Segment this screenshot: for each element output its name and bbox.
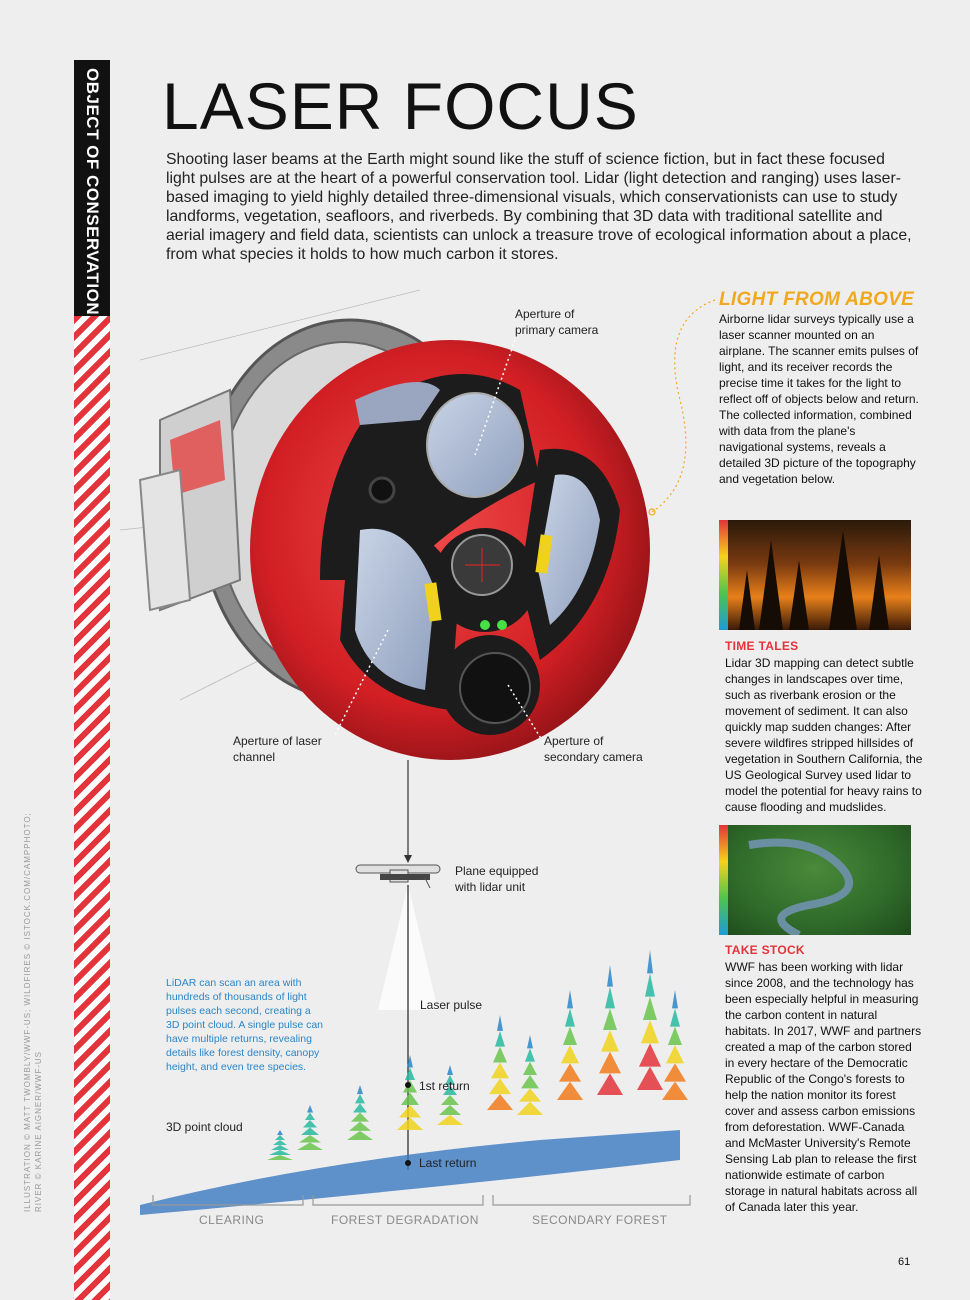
point-cloud-tree-segment — [397, 1118, 423, 1131]
point-cloud-tree-segment — [637, 1067, 663, 1090]
decorative-stripe — [74, 316, 110, 1300]
point-cloud-tree-segment — [487, 1094, 513, 1110]
axis-clearing: CLEARING — [199, 1213, 265, 1227]
point-cloud-tree-segment — [267, 1155, 293, 1160]
page-title: LASER FOCUS — [162, 69, 639, 143]
point-cloud-tree-segment — [523, 1062, 537, 1075]
intro-paragraph: Shooting laser beams at the Earth might sound like the stuff of science fiction, but in fact these focused light pulses are at the heart of a powerful conservation tool. Lidar (light detection and ranging) uses laser-based imaging to yield highly detailed three-dimensional visuals, which conservationists can use to study landforms, vegetation, seafloors, and riverbeds. By combining that 3D data with traditional satellite and aerial imagery and field data, scientists can unlock a treasure trove of ecological information about a place, from what species it holds to how much carbon it stores. — [166, 151, 912, 263]
point-cloud-tree-segment — [447, 1065, 453, 1075]
airplane — [356, 865, 440, 888]
label-first-return: 1st return — [419, 1079, 470, 1093]
point-cloud-tree-segment — [303, 1120, 317, 1128]
point-cloud-tree-segment — [603, 1008, 617, 1030]
point-cloud-tree-segment — [351, 1113, 369, 1122]
point-cloud-tree-segment — [495, 1031, 505, 1047]
page-number: 61 — [898, 1256, 911, 1268]
point-cloud-tree-segment — [299, 1135, 321, 1143]
point-cloud-tree-segment — [271, 1145, 289, 1150]
sidebar-body-light: Airborne lidar surveys typically use a laser scanner mounted on an airplane. The scanner emits pulses of light, and its receiver records the precise time it takes for the light to reflect off of objects below and return. The collected information, combined with data from the plane's navigational systems, reveals a detailed 3D picture of the topography and vegetation below. — [719, 312, 919, 486]
point-cloud-tree-segment — [269, 1150, 291, 1155]
point-cloud-tree-segment — [277, 1130, 283, 1135]
river-shape — [719, 825, 911, 935]
label-laser-channel: Aperture of laser channel — [233, 734, 322, 764]
point-cloud-tree-segment — [664, 1063, 686, 1081]
point-cloud-tree-segment — [301, 1128, 319, 1136]
connector-curve — [640, 290, 720, 520]
label-laser-pulse: Laser pulse — [420, 998, 483, 1012]
tree-silhouettes — [719, 520, 911, 630]
point-cloud-tree-segment — [517, 1102, 543, 1115]
point-cloud-tree-segment — [493, 1047, 507, 1063]
point-cloud-tree-segment — [401, 1093, 419, 1106]
label-secondary-camera: Aperture of secondary camera — [544, 734, 643, 764]
point-cloud-tree-segment — [601, 1030, 619, 1052]
point-cloud-tree-segment — [597, 1073, 623, 1095]
sidebar-title-time: TIME TALES — [725, 639, 799, 653]
point-cloud-tree-segment — [347, 1131, 373, 1140]
wildfire-photo — [719, 520, 911, 630]
point-cloud-tree-segment — [639, 1043, 661, 1066]
point-cloud-tree-segment — [441, 1095, 459, 1105]
point-cloud-tree-segment — [561, 1045, 579, 1063]
point-cloud-tree-segment — [489, 1078, 511, 1094]
point-cloud-tree-segment — [297, 1143, 323, 1151]
point-cloud-tree-segment — [668, 1027, 682, 1045]
point-cloud-tree-segment — [357, 1085, 363, 1094]
point-cloud-tree-segment — [519, 1088, 541, 1101]
section-tab-label: OBJECT OF CONSERVATION — [83, 68, 102, 316]
point-cloud-tree-segment — [521, 1075, 539, 1088]
axis-forest-degradation: FOREST DEGRADATION — [331, 1213, 479, 1227]
point-cloud-tree-segment — [643, 997, 657, 1020]
label-plane: Plane equipped with lidar unit — [455, 864, 539, 894]
point-cloud-tree-segment — [527, 1035, 533, 1048]
point-cloud-tree-segment — [497, 1015, 503, 1031]
scanner-body — [250, 340, 650, 760]
sidebar-body-time: Lidar 3D mapping can detect subtle changes in landscapes over time, such as riverbank erosion or the movement of sediment. It can also quickly map sudden changes: After severe wildfires stripped hillsides of vegetation in Southern California, the US Geological Survey used lidar to model the potential for heavy rains to cause flooding and mudslides. — [725, 656, 923, 814]
point-cloud-tree-segment — [353, 1103, 367, 1112]
label-point-cloud: 3D point cloud — [166, 1120, 243, 1134]
point-cloud-tree-segment — [355, 1094, 365, 1103]
point-cloud-tree-segment — [645, 973, 655, 996]
point-cloud-tree-segment — [662, 1082, 688, 1100]
point-cloud-tree-segment — [666, 1045, 684, 1063]
label-last-return: Last return — [419, 1156, 477, 1170]
point-cloud-tree-segment — [563, 1027, 577, 1045]
point-cloud-tree-segment — [567, 990, 573, 1008]
point-cloud-tree-segment — [525, 1048, 535, 1061]
point-cloud-tree-segment — [641, 1020, 659, 1043]
point-cloud-tree-segment — [670, 1008, 680, 1026]
point-cloud-tree-segment — [439, 1105, 461, 1115]
point-cloud-tree-segment — [647, 950, 653, 973]
point-cloud-tree-segment — [399, 1105, 421, 1118]
point-cloud-tree-segment — [305, 1113, 315, 1121]
lidar-caption: LiDAR can scan an area with hundreds of thousands of light pulses each second, creating a 3D point cloud. A single pulse can have multiple returns, revealing details like forest density, canopy height, and even tree species. — [166, 977, 324, 1073]
point-cloud-tree-segment — [491, 1063, 509, 1079]
point-cloud-tree-segment — [672, 990, 678, 1008]
point-cloud-tree-segment — [307, 1105, 313, 1113]
sidebar-body-stock: WWF has been working with lidar since 2008, and the technology has been especially helpful in measuring the carbon content in natural habitats. In 2017, WWF and partners created a map of the carbon stored in every hectare of the Democratic Republic of the Congo's forests to help the nation monitor its forest cover and assess carbon emissions from deforestation. WWF-Canada and McMaster University's Remote Sensing Lab plan to release the first nationwide estimate of carbon storage in natural habitats across all of Canada later this year. — [725, 960, 922, 1214]
point-cloud-tree-segment — [275, 1135, 285, 1140]
first-return-dot — [405, 1082, 411, 1088]
point-cloud-tree-segment — [599, 1052, 621, 1074]
point-cloud-tree-segment — [605, 987, 615, 1009]
photo-credit: ILLUSTRATION © MATT TWOMBLY/WWF-US; WILDFIRES © ISTOCK.COM/CAMPPHOTO; RIVER © KARINE AIGNER/WWF-US — [23, 812, 43, 1212]
point-cloud-tree-segment — [437, 1115, 463, 1125]
point-cloud-tree-segment — [405, 1068, 415, 1081]
sidebar-title-stock: TAKE STOCK — [725, 943, 805, 957]
point-cloud-tree-segment — [349, 1122, 371, 1131]
point-cloud-tree-segment — [565, 1008, 575, 1026]
section-tab — [74, 60, 110, 316]
sidebar-title-light: LIGHT FROM ABOVE — [719, 289, 915, 310]
point-cloud-tree-segment — [607, 965, 613, 987]
label-primary-camera: Aperture of primary camera — [515, 307, 599, 337]
point-cloud-tree-segment — [557, 1082, 583, 1100]
point-cloud-tree-segment — [273, 1140, 287, 1145]
last-return-dot — [405, 1160, 411, 1166]
axis-secondary-forest: SECONDARY FOREST — [532, 1213, 668, 1227]
point-cloud-tree-segment — [559, 1063, 581, 1081]
river-photo — [719, 825, 911, 935]
